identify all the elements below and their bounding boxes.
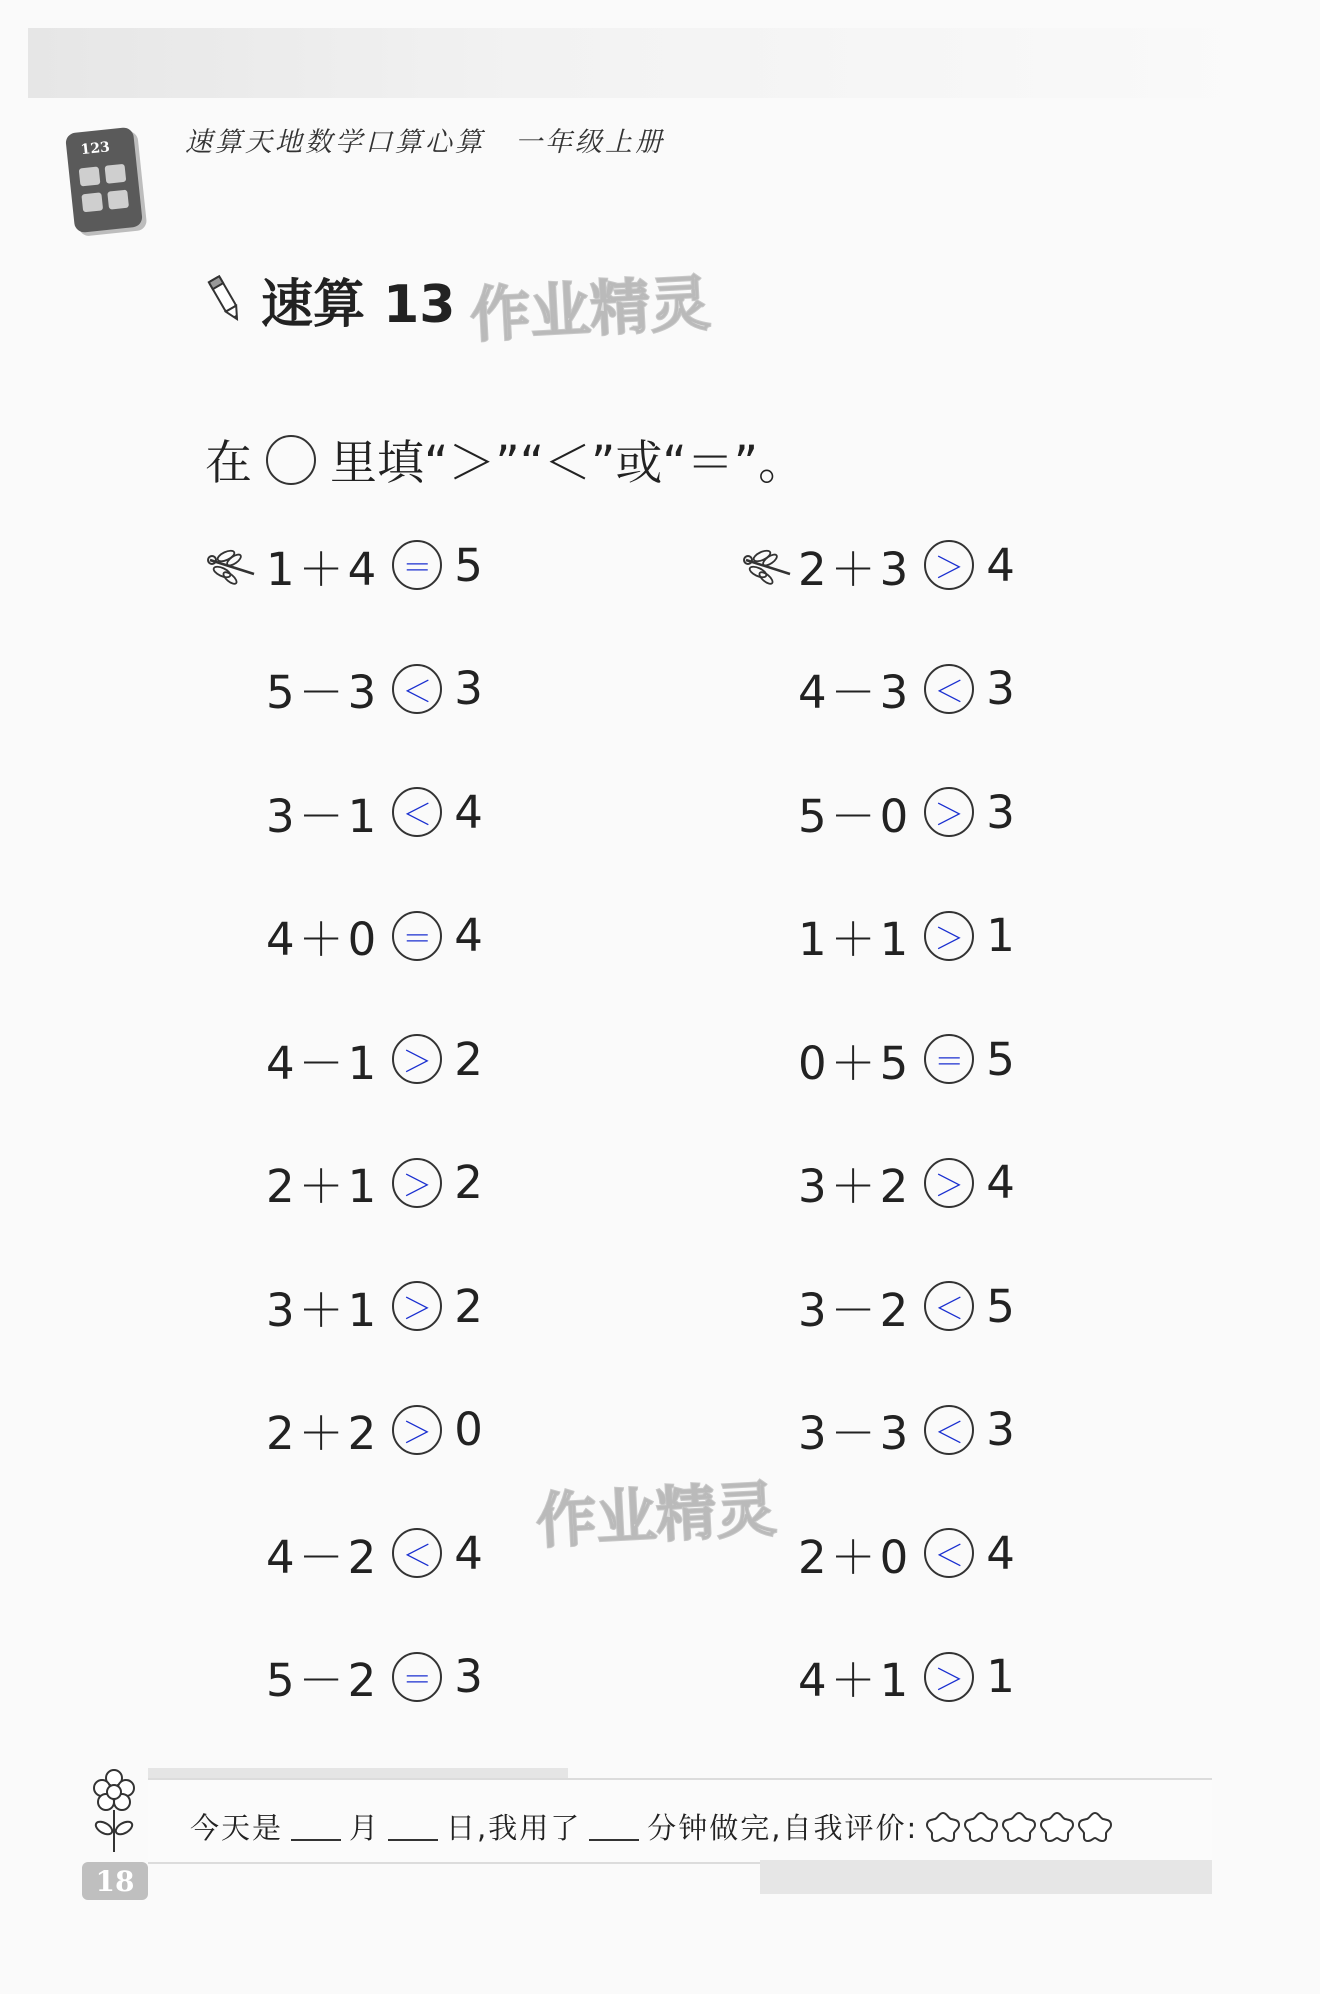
answer-circle[interactable]: ＞ — [924, 1158, 974, 1208]
problem-row — [798, 535, 1015, 595]
book-title: 速算天地数学口算心算 一年级上册 — [185, 127, 665, 158]
instruction-after: 里填“＞”“＜”或“＝”。 — [330, 436, 806, 491]
instruction-before: 在 — [205, 436, 252, 491]
minutes-done-label: 分钟做完,自我评价: — [647, 1811, 919, 1845]
problem-rhs: 4 — [454, 1526, 483, 1580]
watermark: 作业精灵 — [468, 268, 712, 352]
problem-row — [266, 906, 483, 966]
answer-circle[interactable]: ＜ — [392, 1528, 442, 1578]
answer-circle[interactable]: ＞ — [392, 1281, 442, 1331]
problem-rhs: 1 — [986, 1650, 1015, 1703]
answer-circle[interactable]: ＞ — [924, 787, 974, 837]
problem-rhs: 5 — [986, 1279, 1015, 1333]
problem-rhs: 3 — [986, 785, 1015, 839]
problem-expression: 5－2 — [266, 1654, 381, 1707]
rating-star-icon[interactable] — [962, 1810, 1000, 1844]
footer-shade — [760, 1860, 1212, 1894]
header-band — [28, 28, 1268, 98]
problem-row — [798, 906, 1015, 966]
logo-cell — [107, 190, 129, 210]
dragonfly-icon — [740, 548, 794, 592]
problem-row — [798, 1029, 1015, 1089]
rating-star-icon[interactable] — [924, 1810, 962, 1844]
instruction — [205, 426, 805, 493]
answer-circle[interactable]: ＜ — [924, 664, 974, 714]
problem-row — [266, 1153, 483, 1213]
problem-expression: 1＋4 — [266, 542, 381, 596]
problem-expression: 4－3 — [798, 666, 913, 719]
today-is-label: 今天是 — [190, 1811, 284, 1845]
problem-row — [798, 1523, 1015, 1583]
problem-expression: 5－3 — [266, 666, 381, 719]
answer-circle[interactable]: ＞ — [392, 1158, 442, 1208]
logo-cell — [81, 192, 103, 212]
rating-stars — [924, 1810, 1114, 1844]
section-title: 速算 13 — [261, 275, 456, 335]
problem-row — [798, 1153, 1015, 1213]
pencil-icon — [205, 272, 247, 328]
month-blank[interactable] — [291, 1813, 341, 1841]
minutes-blank[interactable] — [589, 1813, 639, 1841]
answer-circle[interactable]: ＜ — [924, 1528, 974, 1578]
section-heading — [205, 262, 455, 337]
problem-expression: 2＋0 — [798, 1530, 913, 1584]
problem-row — [266, 1029, 483, 1089]
problem-rhs: 3 — [454, 1650, 483, 1703]
problem-rhs: 4 — [454, 909, 483, 962]
problem-row — [266, 535, 483, 595]
logo-number: 123 — [79, 139, 111, 159]
rating-star-icon[interactable] — [1076, 1810, 1114, 1844]
answer-circle[interactable]: ＞ — [924, 911, 974, 961]
answer-circle[interactable]: ＜ — [392, 787, 442, 837]
answer-circle[interactable]: ＜ — [392, 664, 442, 714]
rating-star-icon[interactable] — [1038, 1810, 1076, 1844]
problem-expression: 3－2 — [798, 1283, 913, 1337]
problem-expression: 3－1 — [266, 789, 381, 843]
problem-rhs: 0 — [454, 1403, 483, 1456]
problem-row — [266, 1523, 483, 1583]
watermark: 作业精灵 — [534, 1474, 778, 1558]
rating-star-icon[interactable] — [1000, 1810, 1038, 1844]
flower-icon — [88, 1768, 140, 1854]
problem-rhs: 5 — [454, 538, 483, 592]
problem-rhs: 2 — [454, 1032, 483, 1086]
problem-expression: 2＋2 — [266, 1407, 381, 1460]
month-label: 月 — [349, 1811, 381, 1845]
problem-row — [266, 782, 483, 842]
answer-circle[interactable]: ＝ — [392, 1652, 442, 1702]
problem-rhs: 2 — [454, 1156, 483, 1209]
problem-row — [798, 1276, 1015, 1336]
page-number: 18 — [82, 1862, 148, 1900]
problem-expression: 4＋0 — [266, 913, 381, 966]
answer-circle[interactable]: ＞ — [392, 1034, 442, 1084]
problem-row — [798, 782, 1015, 842]
problem-rhs: 5 — [986, 1032, 1015, 1086]
problem-rhs: 3 — [454, 662, 483, 715]
problem-expression: 3＋1 — [266, 1283, 381, 1337]
problem-rhs: 4 — [986, 1526, 1015, 1580]
problem-rhs: 4 — [986, 538, 1015, 592]
empty-circle-icon — [266, 435, 316, 485]
problem-expression: 4＋1 — [798, 1654, 913, 1707]
problem-row — [798, 1647, 1015, 1707]
problem-rhs: 3 — [986, 1403, 1015, 1456]
problem-row — [798, 659, 1015, 719]
answer-circle[interactable]: ＞ — [392, 1405, 442, 1455]
answer-circle[interactable]: ＞ — [924, 540, 974, 590]
answer-circle[interactable]: ＜ — [924, 1405, 974, 1455]
problem-rhs: 2 — [454, 1279, 483, 1333]
problem-expression: 3＋2 — [798, 1160, 913, 1213]
dragonfly-icon — [204, 548, 258, 592]
problem-row — [266, 1400, 483, 1460]
problem-expression: 4－1 — [266, 1036, 381, 1090]
answer-circle[interactable]: ＜ — [924, 1281, 974, 1331]
answer-circle[interactable]: ＝ — [924, 1034, 974, 1084]
problem-expression: 1＋1 — [798, 913, 913, 966]
problem-row — [798, 1400, 1015, 1460]
problem-expression: 3－3 — [798, 1407, 913, 1460]
problem-expression: 5－0 — [798, 789, 913, 843]
problem-rhs: 4 — [454, 785, 483, 839]
day-used-label: 日,我用了 — [446, 1811, 582, 1845]
answer-circle[interactable]: ＞ — [924, 1652, 974, 1702]
problem-expression: 4－2 — [266, 1530, 381, 1584]
answer-circle[interactable]: ＝ — [392, 911, 442, 961]
answer-circle[interactable]: ＝ — [392, 540, 442, 590]
problem-row — [266, 1276, 483, 1336]
calculator-logo — [65, 127, 143, 234]
self-evaluation-line — [190, 1806, 1114, 1847]
logo-cell — [105, 164, 127, 184]
problem-expression: 2＋1 — [266, 1160, 381, 1213]
problem-row — [266, 659, 483, 719]
problem-rhs: 4 — [986, 1156, 1015, 1209]
problem-rhs: 1 — [986, 909, 1015, 962]
day-blank[interactable] — [388, 1813, 438, 1841]
logo-cell — [79, 166, 101, 186]
problem-expression: 0＋5 — [798, 1036, 913, 1090]
problem-rhs: 3 — [986, 662, 1015, 715]
problem-row — [266, 1647, 483, 1707]
problem-expression: 2＋3 — [798, 542, 913, 596]
